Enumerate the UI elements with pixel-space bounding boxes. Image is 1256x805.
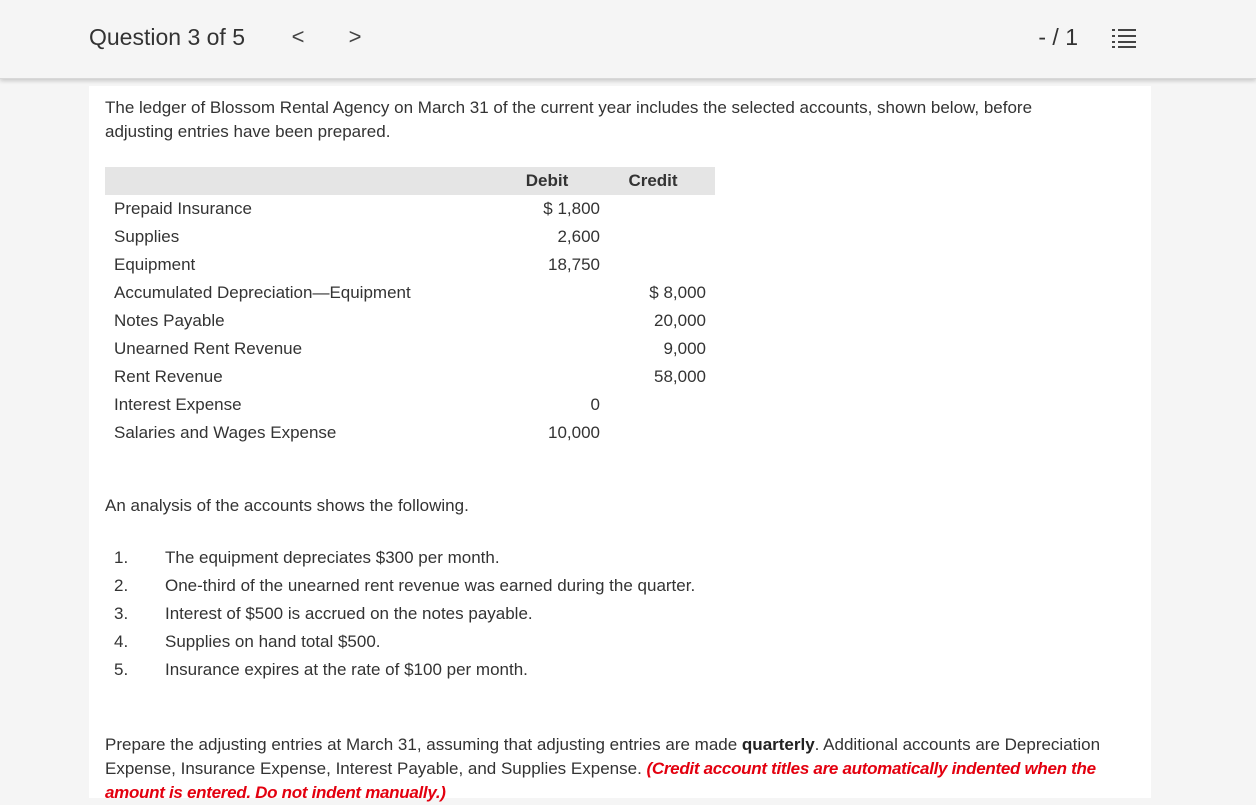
item-number: 2.: [114, 576, 129, 595]
credit-amount: [600, 419, 715, 447]
credit-amount: [600, 391, 715, 419]
account-name: Prepaid Insurance: [114, 199, 252, 218]
ledger-row: [105, 419, 715, 447]
debit-amount: [444, 335, 600, 363]
analysis-list: [105, 544, 805, 684]
ledger-header-row: [105, 167, 715, 195]
item-number: 5.: [114, 660, 129, 679]
account-header: [105, 167, 444, 195]
ledger-row: [105, 251, 715, 279]
question-counter: Question 3 of 5: [89, 24, 245, 50]
item-text: Interest of $500 is accrued on the notes payable.: [165, 604, 533, 623]
question-list-icon[interactable]: [1112, 28, 1136, 48]
instructions-emphasis: quarterly: [741, 735, 815, 754]
credit-amount: [600, 195, 715, 223]
instructions-text-continued: . Additional accounts are Depreciation Expense, Insurance Expense, Interest Payable, and Supplies Expense.: [105, 735, 1101, 778]
list-item: [105, 656, 805, 684]
ledger-row: [105, 223, 715, 251]
score-indicator: - / 1: [1038, 24, 1078, 50]
ledger-row: [105, 279, 715, 307]
debit-amount: 18,750: [548, 255, 600, 274]
item-number: 4.: [114, 632, 129, 651]
ledger-row: [105, 195, 715, 223]
question-content: [89, 86, 1151, 802]
ledger-table: [105, 167, 715, 447]
question-intro: The ledger of Blossom Rental Agency on March 31 of the current year includes the selected accounts, shown below, before adjusting entries have been prepared.: [105, 98, 1033, 141]
debit-amount: [444, 279, 600, 307]
next-question-button[interactable]: >: [348, 24, 362, 49]
account-name: Accumulated Depreciation—Equipment: [114, 283, 411, 302]
question-header: [0, 0, 1256, 79]
debit-amount: 0: [590, 395, 600, 414]
debit-header: Debit: [444, 167, 600, 195]
debit-amount: 2,600: [557, 227, 600, 246]
debit-amount: [444, 307, 600, 335]
account-name: Interest Expense: [114, 395, 242, 414]
credit-amount: 20,000: [654, 311, 706, 330]
previous-question-button[interactable]: <: [291, 24, 305, 49]
item-text: Insurance expires at the rate of $100 per month.: [165, 660, 528, 679]
item-text: One-third of the unearned rent revenue was earned during the quarter.: [165, 576, 696, 595]
debit-amount: $ 1,800: [543, 199, 600, 218]
credit-amount: 58,000: [654, 367, 706, 386]
item-text: The equipment depreciates $300 per month.: [165, 548, 500, 567]
ledger-row: [105, 363, 715, 391]
account-name: Supplies: [114, 227, 180, 246]
list-item: [105, 628, 805, 656]
item-text: Supplies on hand total $500.: [165, 632, 381, 651]
debit-amount: 10,000: [548, 423, 600, 442]
account-name: Rent Revenue: [114, 367, 223, 386]
ledger-row: [105, 307, 715, 335]
list-item: [105, 544, 805, 572]
credit-amount: $ 8,000: [649, 283, 706, 302]
account-name: Equipment: [114, 255, 196, 274]
ledger-row: [105, 391, 715, 419]
item-number: 1.: [114, 548, 129, 567]
item-number: 3.: [114, 604, 129, 623]
instructions: [105, 733, 1115, 805]
credit-amount: 9,000: [663, 339, 706, 358]
instructions-text: Prepare the adjusting entries at March 31, assuming that adjusting entries are made: [105, 735, 742, 754]
analysis-heading: An analysis of the accounts shows the following.: [105, 496, 469, 515]
account-name: Notes Payable: [114, 311, 225, 330]
account-name: Unearned Rent Revenue: [114, 339, 303, 358]
credit-amount: [600, 251, 715, 279]
debit-amount: [444, 363, 600, 391]
indent-note: (Credit account titles are automatically indented when the amount is entered. Do not indent manually.): [105, 759, 1096, 802]
list-item: [105, 600, 805, 628]
credit-header: Credit: [600, 167, 715, 195]
ledger-row: [105, 335, 715, 363]
list-item: [105, 572, 805, 600]
account-name: Salaries and Wages Expense: [114, 423, 337, 442]
credit-amount: [600, 223, 715, 251]
